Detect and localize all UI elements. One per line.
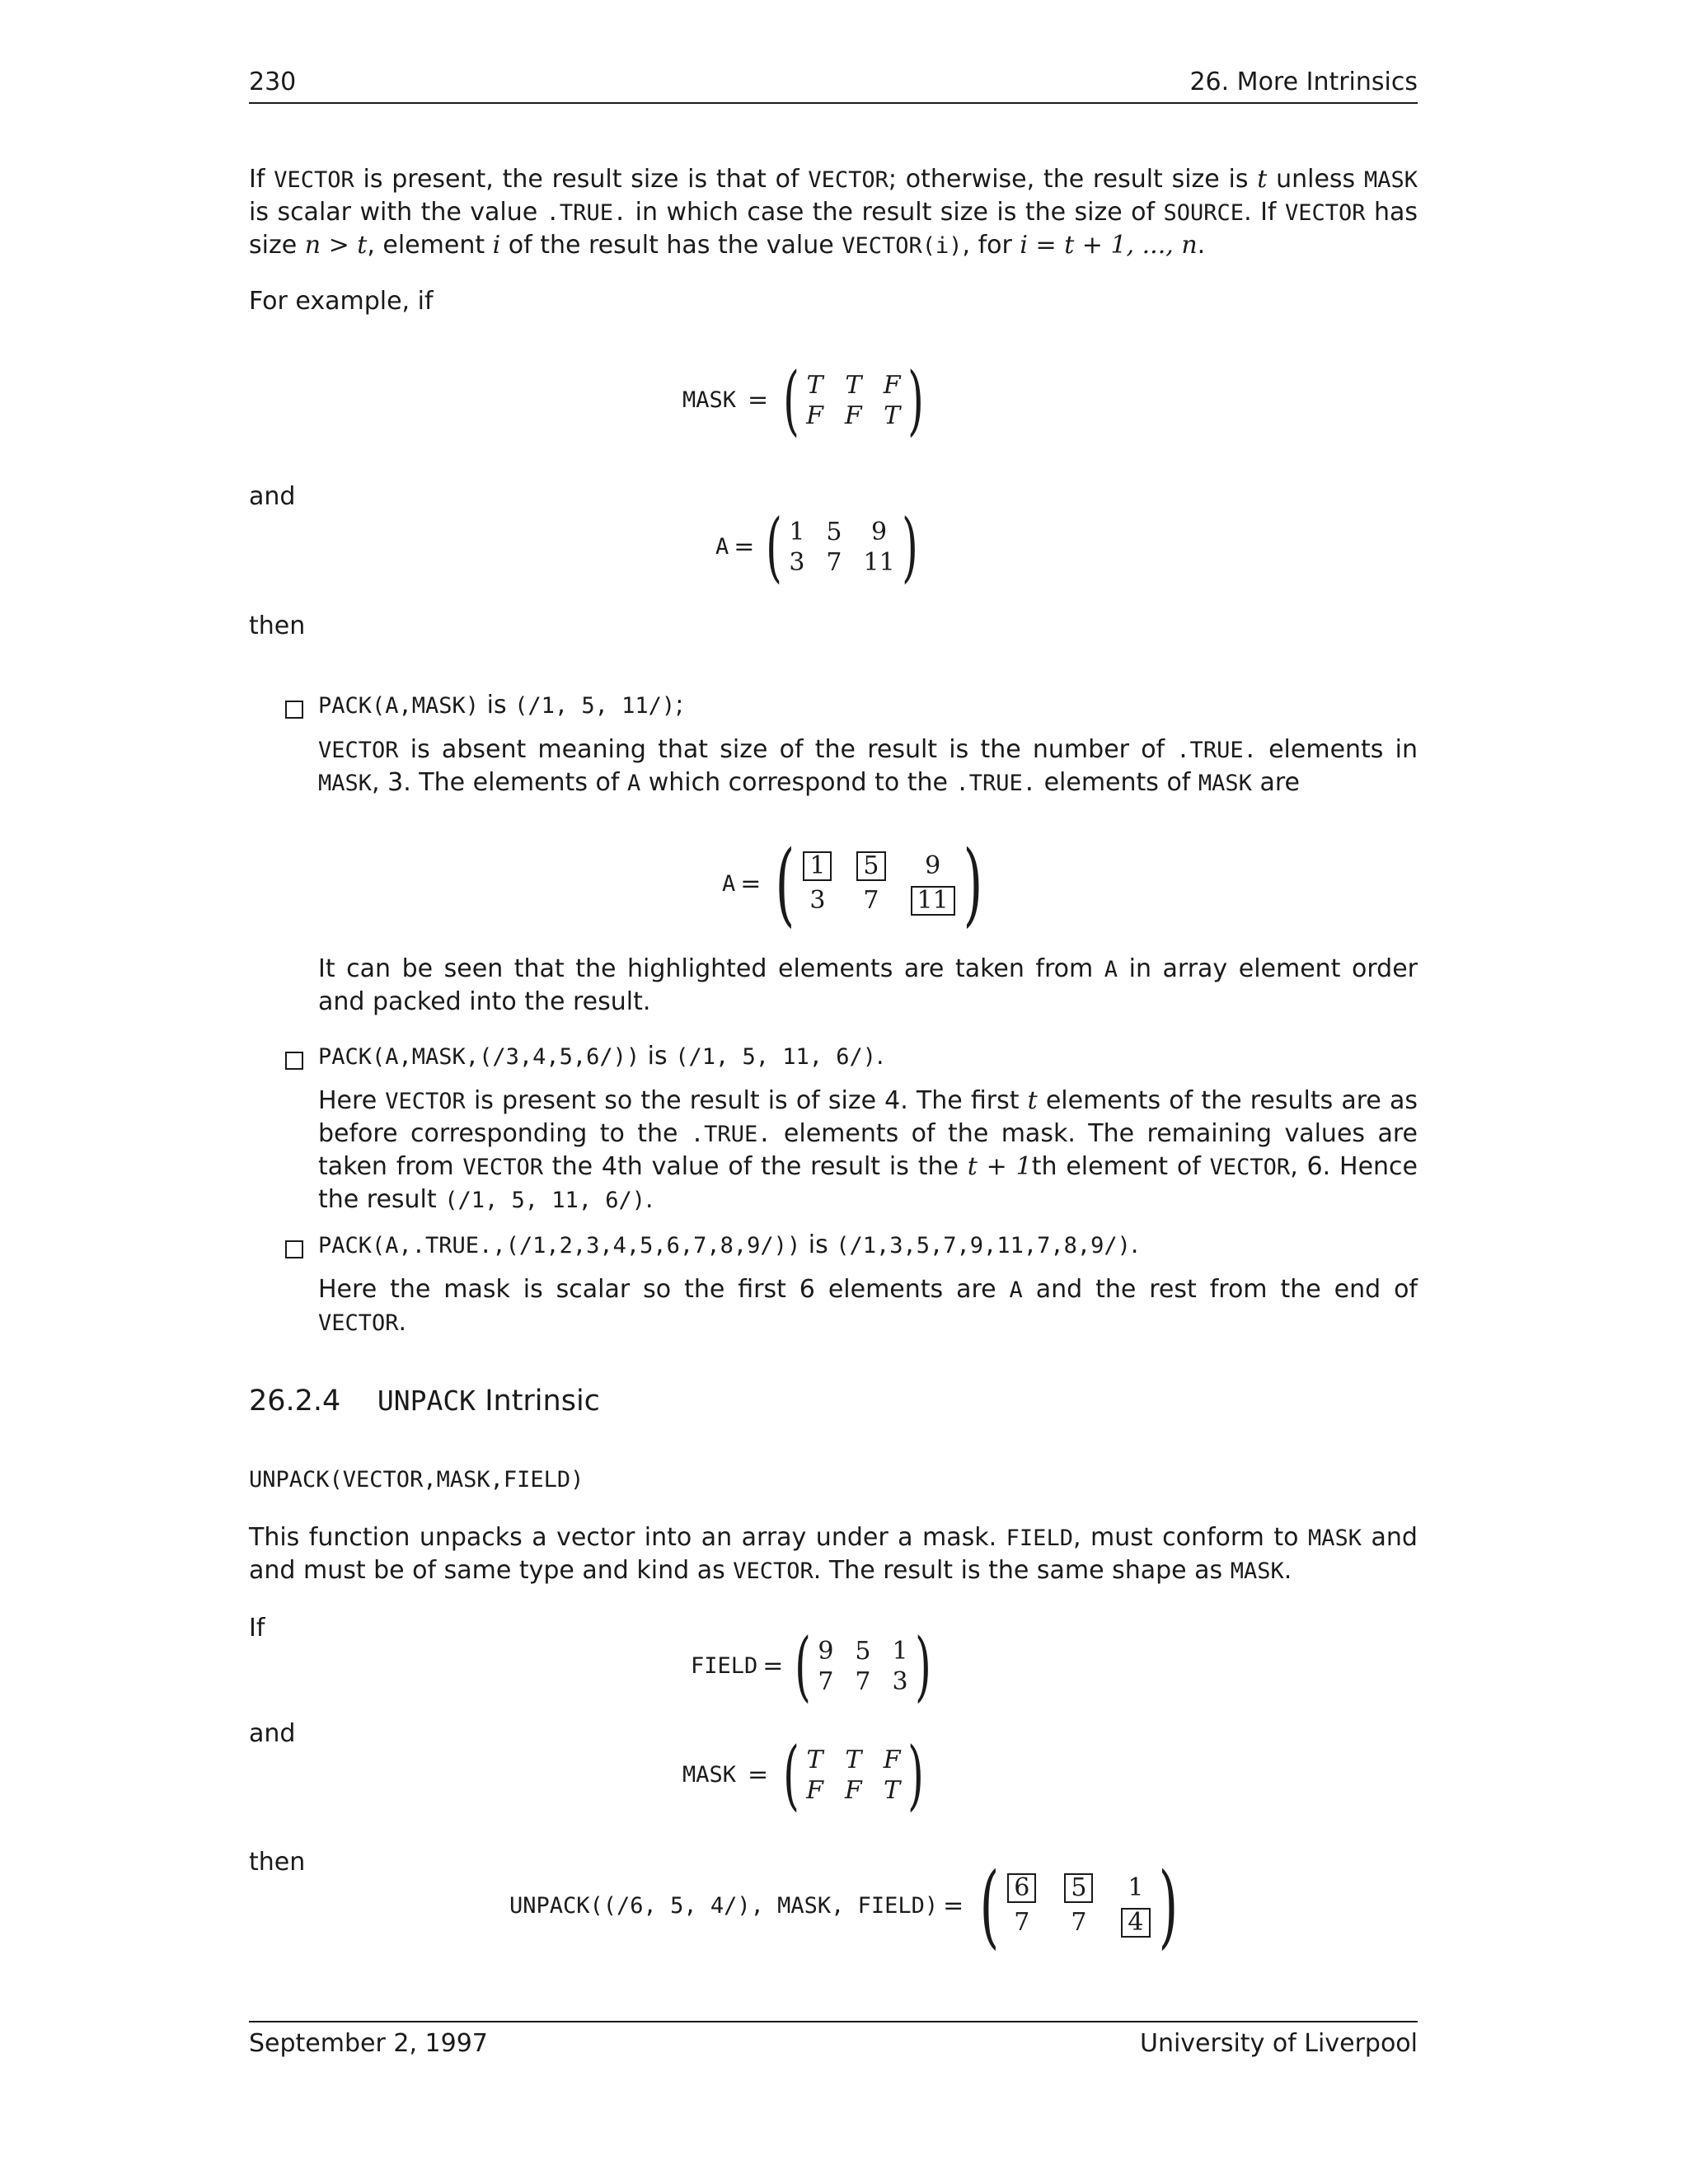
mask-equation-2: MASK = ( T T F F F T ) bbox=[682, 1731, 924, 1819]
bullet-1-line: PACK(A,MASK) is (/1, 5, 11/); bbox=[318, 691, 684, 719]
unpack-description: This function unpacks a vector into an array under a mask. FIELD, must conform to MASK and and must be of same type and kind as VECTOR. The result is the same shape as MASK. bbox=[249, 1523, 1418, 1585]
unpack-result-equation: UNPACK((/6, 5, 4/), MASK, FIELD) = ( 6 5 1 7 7 4 ) bbox=[509, 1853, 1178, 1958]
bullet-box-icon bbox=[285, 1052, 303, 1070]
and-text-1: and bbox=[249, 482, 296, 511]
page-footer bbox=[249, 2029, 1418, 2065]
a-matrix: 1 5 9 3 7 11 bbox=[789, 517, 895, 577]
bullet-2-line: PACK(A,MASK,(/3,4,5,6/)) is (/1, 5, 11, 6/). bbox=[318, 1042, 884, 1071]
unpack-call: UNPACK((/6, 5, 4/), MASK, FIELD) bbox=[509, 1892, 939, 1919]
intro-paragraph: If VECTOR is present, the result size is that of VECTOR; otherwise, the result size is t unless MASK is scalar with the value .TRUE. in which case the result size is the size of SOURCE. If VECTOR has size n > t, element i of the result has the value VECTOR(i), for i = t + 1, ..., n. bbox=[249, 165, 1418, 260]
a-equation: A = ( 1 5 9 3 7 11 ) bbox=[715, 503, 918, 591]
a-highlighted-matrix: 1 5 9 3 7 11 bbox=[803, 851, 954, 916]
bullet-3-explanation: Here the mask is scalar so the first 6 elements are A and the rest from the end of VECTOR. bbox=[318, 1275, 1418, 1337]
mask-matrix-2: T T F F F T bbox=[806, 1745, 901, 1805]
bullet-1-explanation: VECTOR is absent meaning that size of the result is the number of .TRUE. elements in MASK, 3. The elements of A which correspond to the .TRUE. elements of MASK are bbox=[318, 735, 1418, 797]
mask-equation: MASK = ( T T F F F T ) bbox=[682, 356, 924, 444]
bullet-3-line: PACK(A,.TRUE.,(/1,2,3,4,5,6,7,8,9/)) is (/1,3,5,7,9,11,7,8,9/). bbox=[318, 1230, 1139, 1259]
bullet-2-explanation: Here VECTOR is present so the result is of size 4. The first t elements of the results are as before corresponding to the .TRUE. elements of the mask. The remaining values are taken from VECTOR the 4th value of the result is the t + 1th element of VECTOR, 6. Hence the result (/1, 5, 11, 6/). bbox=[318, 1086, 1418, 1214]
bullet-box-icon bbox=[285, 701, 303, 719]
mask-label: MASK bbox=[682, 387, 737, 413]
footer-org: University of Liverpool bbox=[1139, 2029, 1418, 2058]
highlighted-element: 4 bbox=[1121, 1908, 1150, 1938]
field-equation: FIELD = ( 9 5 1 7 7 3 ) bbox=[691, 1622, 931, 1710]
section-number: 26.2.4 bbox=[249, 1385, 341, 1418]
bullet-1-note: It can be seen that the highlighted elements are taken from A in array element order and packed into the result. bbox=[318, 954, 1418, 1016]
field-label: FIELD bbox=[691, 1653, 758, 1679]
highlighted-element: 5 bbox=[856, 851, 885, 881]
for-example-text: For example, if bbox=[249, 287, 434, 316]
and-text-2: and bbox=[249, 1719, 296, 1748]
bullet-box-icon bbox=[285, 1240, 303, 1258]
then-text-2: then bbox=[249, 1848, 306, 1877]
highlighted-element: 1 bbox=[803, 851, 832, 881]
footer-rule bbox=[249, 2021, 1418, 2022]
page-header bbox=[249, 68, 1418, 104]
footer-date: September 2, 1997 bbox=[249, 2029, 488, 2058]
unpack-result-matrix: 6 5 1 7 7 4 bbox=[1007, 1873, 1150, 1938]
chapter-title: 26. More Intrinsics bbox=[1189, 68, 1418, 96]
a-highlighted-equation: A = ( 1 5 9 3 7 11 ) bbox=[722, 831, 982, 936]
section-heading: 26.2.4 UNPACK Intrinsic bbox=[249, 1385, 600, 1418]
a-label: A bbox=[715, 534, 729, 560]
if-text: If bbox=[249, 1614, 265, 1643]
highlighted-element: 11 bbox=[911, 886, 955, 916]
highlighted-element: 6 bbox=[1007, 1873, 1036, 1903]
then-text-1: then bbox=[249, 612, 306, 640]
header-rule bbox=[249, 102, 1418, 104]
highlighted-element: 5 bbox=[1064, 1873, 1093, 1903]
field-matrix: 9 5 1 7 7 3 bbox=[818, 1636, 908, 1696]
function-signature: UNPACK(VECTOR,MASK,FIELD) bbox=[249, 1467, 584, 1493]
mask-matrix: T T F F F T bbox=[806, 370, 901, 430]
page-number: 230 bbox=[249, 68, 297, 96]
